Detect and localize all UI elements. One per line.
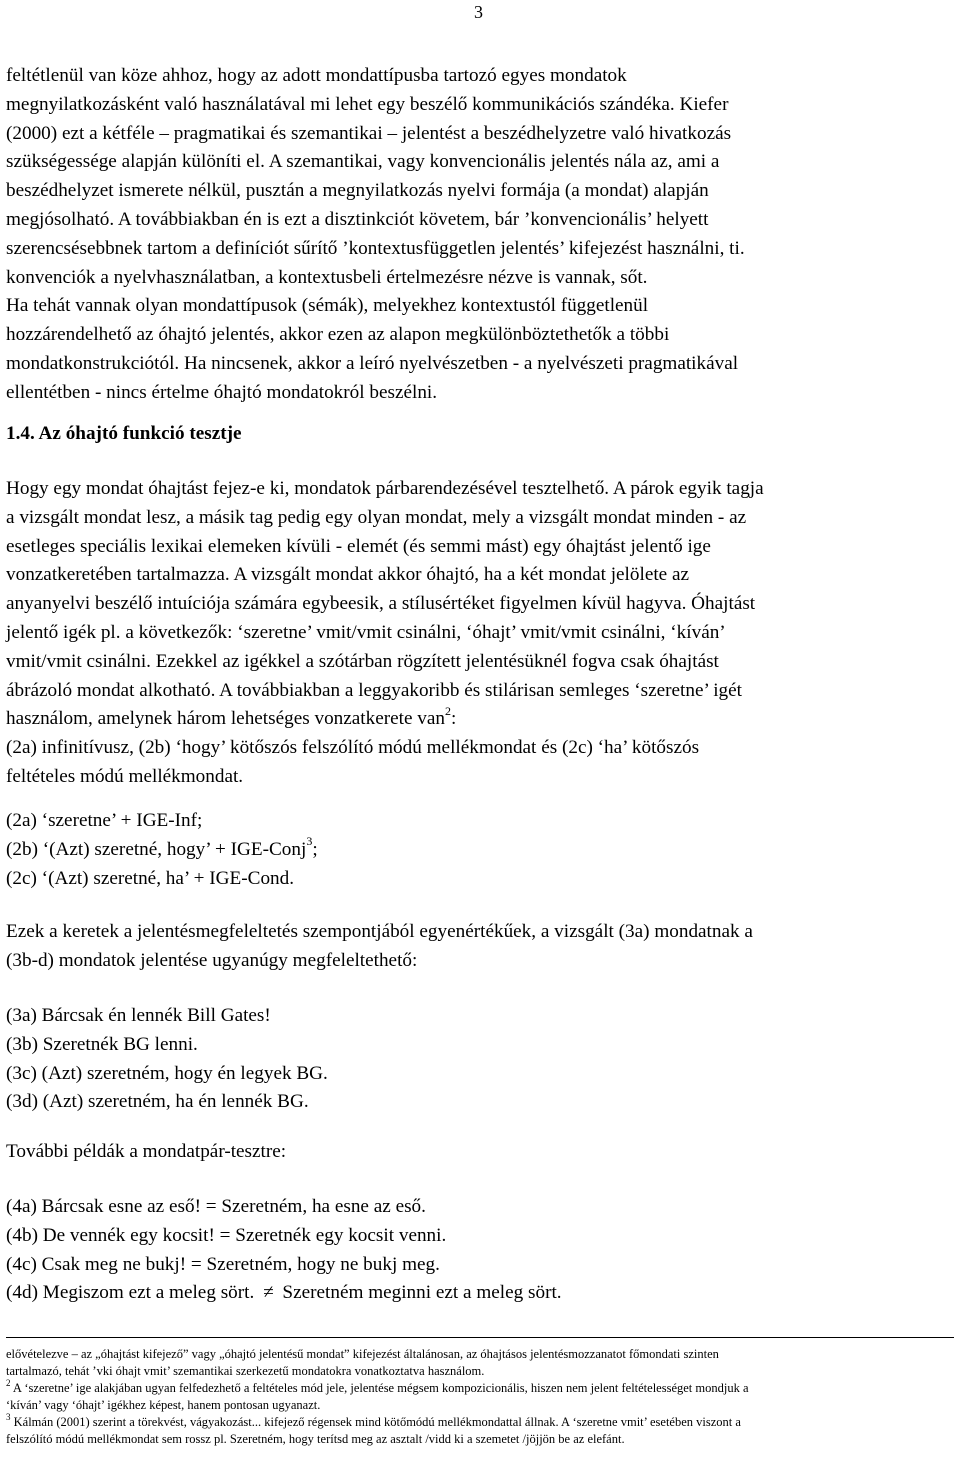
footnote-2-text: A ‘szeretne’ ige alakjában ugyan felfedezhető a feltételes mód jele, jelentése mégsem kompozicionális, hiszen nem jelent feltételességet mondjuk a: [10, 1381, 749, 1395]
paragraph-3-line-2: (3b-d) mondatok jelentése ugyanúgy megfeleltethető:: [6, 949, 418, 971]
footnote-3-line-2: felszólító módú mellékmondat sem rossz pl. Szeretném, hogy terítsd meg az asztalt /vidd ki a szemetet /jöjjön be az elefánt.: [6, 1432, 625, 1446]
frame-2c: (2c) ‘(Azt) szeretné, ha’ + IGE-Cond.: [6, 867, 295, 889]
footnote-3-line-1: [6, 1411, 954, 1431]
frame-2a: (2a) ‘szeretne’ + IGE-Inf;: [6, 810, 203, 831]
footnote-ref-2: 2: [445, 703, 451, 718]
frames-list: [6, 807, 951, 893]
paragraph-1-line-8: konvenciók a nyelvhasználatban, a kontextusbeli értelmezésre nézve is vannak, sőt.: [6, 266, 648, 288]
footnote-ref-3: 3: [306, 834, 313, 849]
footnote-3-text: Kálmán (2001) szerint a törekvést, vágyakozást... kifejező régensek mind kötőmódú mellékmondattal állnak. A ‘szeretne vmit’ esetében viszont a: [10, 1415, 741, 1429]
example-3-line-2: (3b) Szeretnék BG lenni.: [6, 1033, 198, 1055]
paragraph-2-line-1: Hogy egy mondat óhajtást fejez-e ki, mondatok párbarendezésével tesztelhető. A párok egyik tagja: [6, 478, 764, 499]
section-number: 1.4.: [6, 423, 35, 444]
frame-2b: [6, 836, 951, 865]
footnote-2-mark: 2: [6, 1377, 11, 1388]
examples-4: [6, 1193, 951, 1308]
footnote-3-mark: 3: [6, 1411, 11, 1422]
paragraph-1-line-6: megjósolható. A továbbiakban én is ezt a disztinkciót követem, bár ’konvencionális’ helyett: [6, 208, 709, 230]
paragraph-2-line-10: (2a) infinitívusz, (2b) ‘hogy’ kötőszós felszólító módú mellékmondat és (2c) ‘ha’ kötőszós: [6, 737, 700, 759]
frame-2b-text: (2b) ‘(Azt) szeretné, hogy’ + IGE-Conj: [6, 838, 307, 860]
paragraph-1-line-3: (2000) ezt a kétféle – pragmatikai és szemantikai – jelentést a beszédhelyzetre való hivatkozás: [6, 122, 732, 144]
paragraph-2-line-5: anyanyelvi beszélő intuíciója számára egybeesik, a stílusértéket figyelmen kívül hagyva. Óhajtást: [6, 593, 756, 615]
footnote-continuation-line-2: tartalmazó, tehát ’vki óhajt vmit’ szemantikai szerkezetű mondatokra vonatkoztatva használom.: [6, 1364, 485, 1378]
paragraph-1-line-10: hozzárendelhető az óhajtó jelentés, akkor ezen az alapon megkülönböztethetők a többi: [6, 324, 670, 346]
paragraph-2-line-3: esetleges speciális lexikai elemeken kívüli - elemét (és semmi mást) egy óhajtást jelentő ige: [6, 535, 711, 557]
section-title: Az óhajtó funkció tesztje: [38, 423, 242, 444]
footnote-continuation-line-1: elővételezve – az „óhajtást kifejező” vagy „óhajtó jelentésű mondat” kifejezést általánosan, az óhajtásos jelentésmozzanatot főmondati szinten: [6, 1347, 719, 1361]
example-3-line-4: (3d) (Azt) szeretném, ha én lennék BG.: [6, 1091, 309, 1113]
example-4d: [6, 1279, 951, 1308]
section-heading: [6, 423, 242, 445]
paragraph-2-line-2: a vizsgált mondat lesz, a másik tag pedig egy olyan mondat, mely a vizsgált mondat minden - az: [6, 506, 747, 528]
paragraph-1-line-4: szükségessége alapján különíti el. A szemantikai, vagy konvencionális jelentés nála az, ami a: [6, 151, 720, 173]
paragraph-3: [6, 918, 951, 976]
page-number: 3: [474, 2, 483, 22]
footnotes: [6, 1346, 954, 1448]
paragraph-1-line-9: Ha tehát vannak olyan mondattípusok (sémák), melyekhez kontextustól függetlenül: [6, 295, 649, 317]
line-end: :: [451, 708, 457, 730]
example-4-line-2: (4b) De vennék egy kocsit! = Szeretnék egy kocsit venni.: [6, 1224, 447, 1246]
paragraph-1-line-7: szerencsésebbnek tartom a definíciót sűrítő ’kontextusfüggetlen jelentés’ kifejezést használni, ti.: [6, 237, 745, 259]
paragraph-2-line-4: vonzatkeretében tartalmazza. A vizsgált mondat akkor óhajtó, ha a két mondat jelölete az: [6, 564, 690, 586]
not-equal-icon: ≠: [263, 1282, 274, 1304]
paragraph-2-line-6: jelentő igék pl. a következők: ‘szeretne’ vmit/vmit csinálni, ‘óhajt’ vmit/vmit csinálni, ‘kíván’: [6, 621, 726, 643]
paragraph-1-line-1: feltétlenül van köze ahhoz, hogy az adott mondattípusba tartozó egyes mondatok: [6, 65, 627, 86]
paragraph-1-line-11: mondatkonstrukciótól. Ha nincsenek, akkor a leíró nyelvészetben - a nyelvészeti pragmatikával: [6, 352, 739, 374]
paragraph-2: [6, 475, 951, 792]
paragraph-2-line-7: vmit/vmit csinálni. Ezekkel az igékkel a szótárban rögzített jelentésüknél fogva csak óhajtást: [6, 650, 719, 672]
paragraph-2-line-8: ábrázoló mondat alkotható. A továbbiakban a leggyakoribb és stilárisan semleges ‘szeretne’ igét: [6, 679, 742, 701]
paragraph-2-line-11: feltételes módú mellékmondat.: [6, 765, 244, 787]
example-4d-left: (4d) Megiszom ezt a meleg sört.: [6, 1282, 255, 1304]
example-3-line-3: (3c) (Azt) szeretném, hogy én legyek BG.: [6, 1062, 328, 1084]
examples-3: [6, 1002, 951, 1117]
line-text: használom, amelynek három lehetséges vonzatkerete van: [6, 708, 445, 730]
paragraph-1-line-12: ellentétben - nincs értelme óhajtó mondatokról beszélni.: [6, 381, 438, 403]
example-3-line-1: (3a) Bárcsak én lennék Bill Gates!: [6, 1005, 271, 1026]
footnote-2-line-2: ‘kíván’ vagy ‘óhajt’ igékhez képest, hanem pontosan ugyanazt.: [6, 1398, 321, 1412]
footnote-2-line-1: [6, 1377, 954, 1397]
paragraph-1: [6, 62, 951, 408]
example-4d-right: Szeretném meginni ezt a meleg sört.: [282, 1282, 562, 1304]
example-4-line-1: (4a) Bárcsak esne az eső! = Szeretném, ha esne az eső.: [6, 1196, 426, 1217]
further-examples-intro: További példák a mondatpár-tesztre:: [6, 1141, 287, 1162]
footnote-separator: [6, 1337, 954, 1338]
example-4-line-3: (4c) Csak meg ne bukj! = Szeretném, hogy ne bukj meg.: [6, 1253, 440, 1275]
paragraph-1-line-2: megnyilatkozásként való használatával mi lehet egy beszélő kommunikációs szándéka. Kiefer: [6, 93, 729, 115]
paragraph-1-line-5: beszédhelyzet ismerete nélkül, pusztán a megnyilatkozás nyelvi formája (a mondat) alapján: [6, 180, 709, 202]
frame-2b-end: ;: [312, 838, 318, 860]
paragraph-2-line-9: [6, 705, 951, 734]
paragraph-3-line-1: Ezek a keretek a jelentésmegfeleltetés szempontjából egyenértékűek, a vizsgált (3a) mondatnak a: [6, 921, 753, 942]
